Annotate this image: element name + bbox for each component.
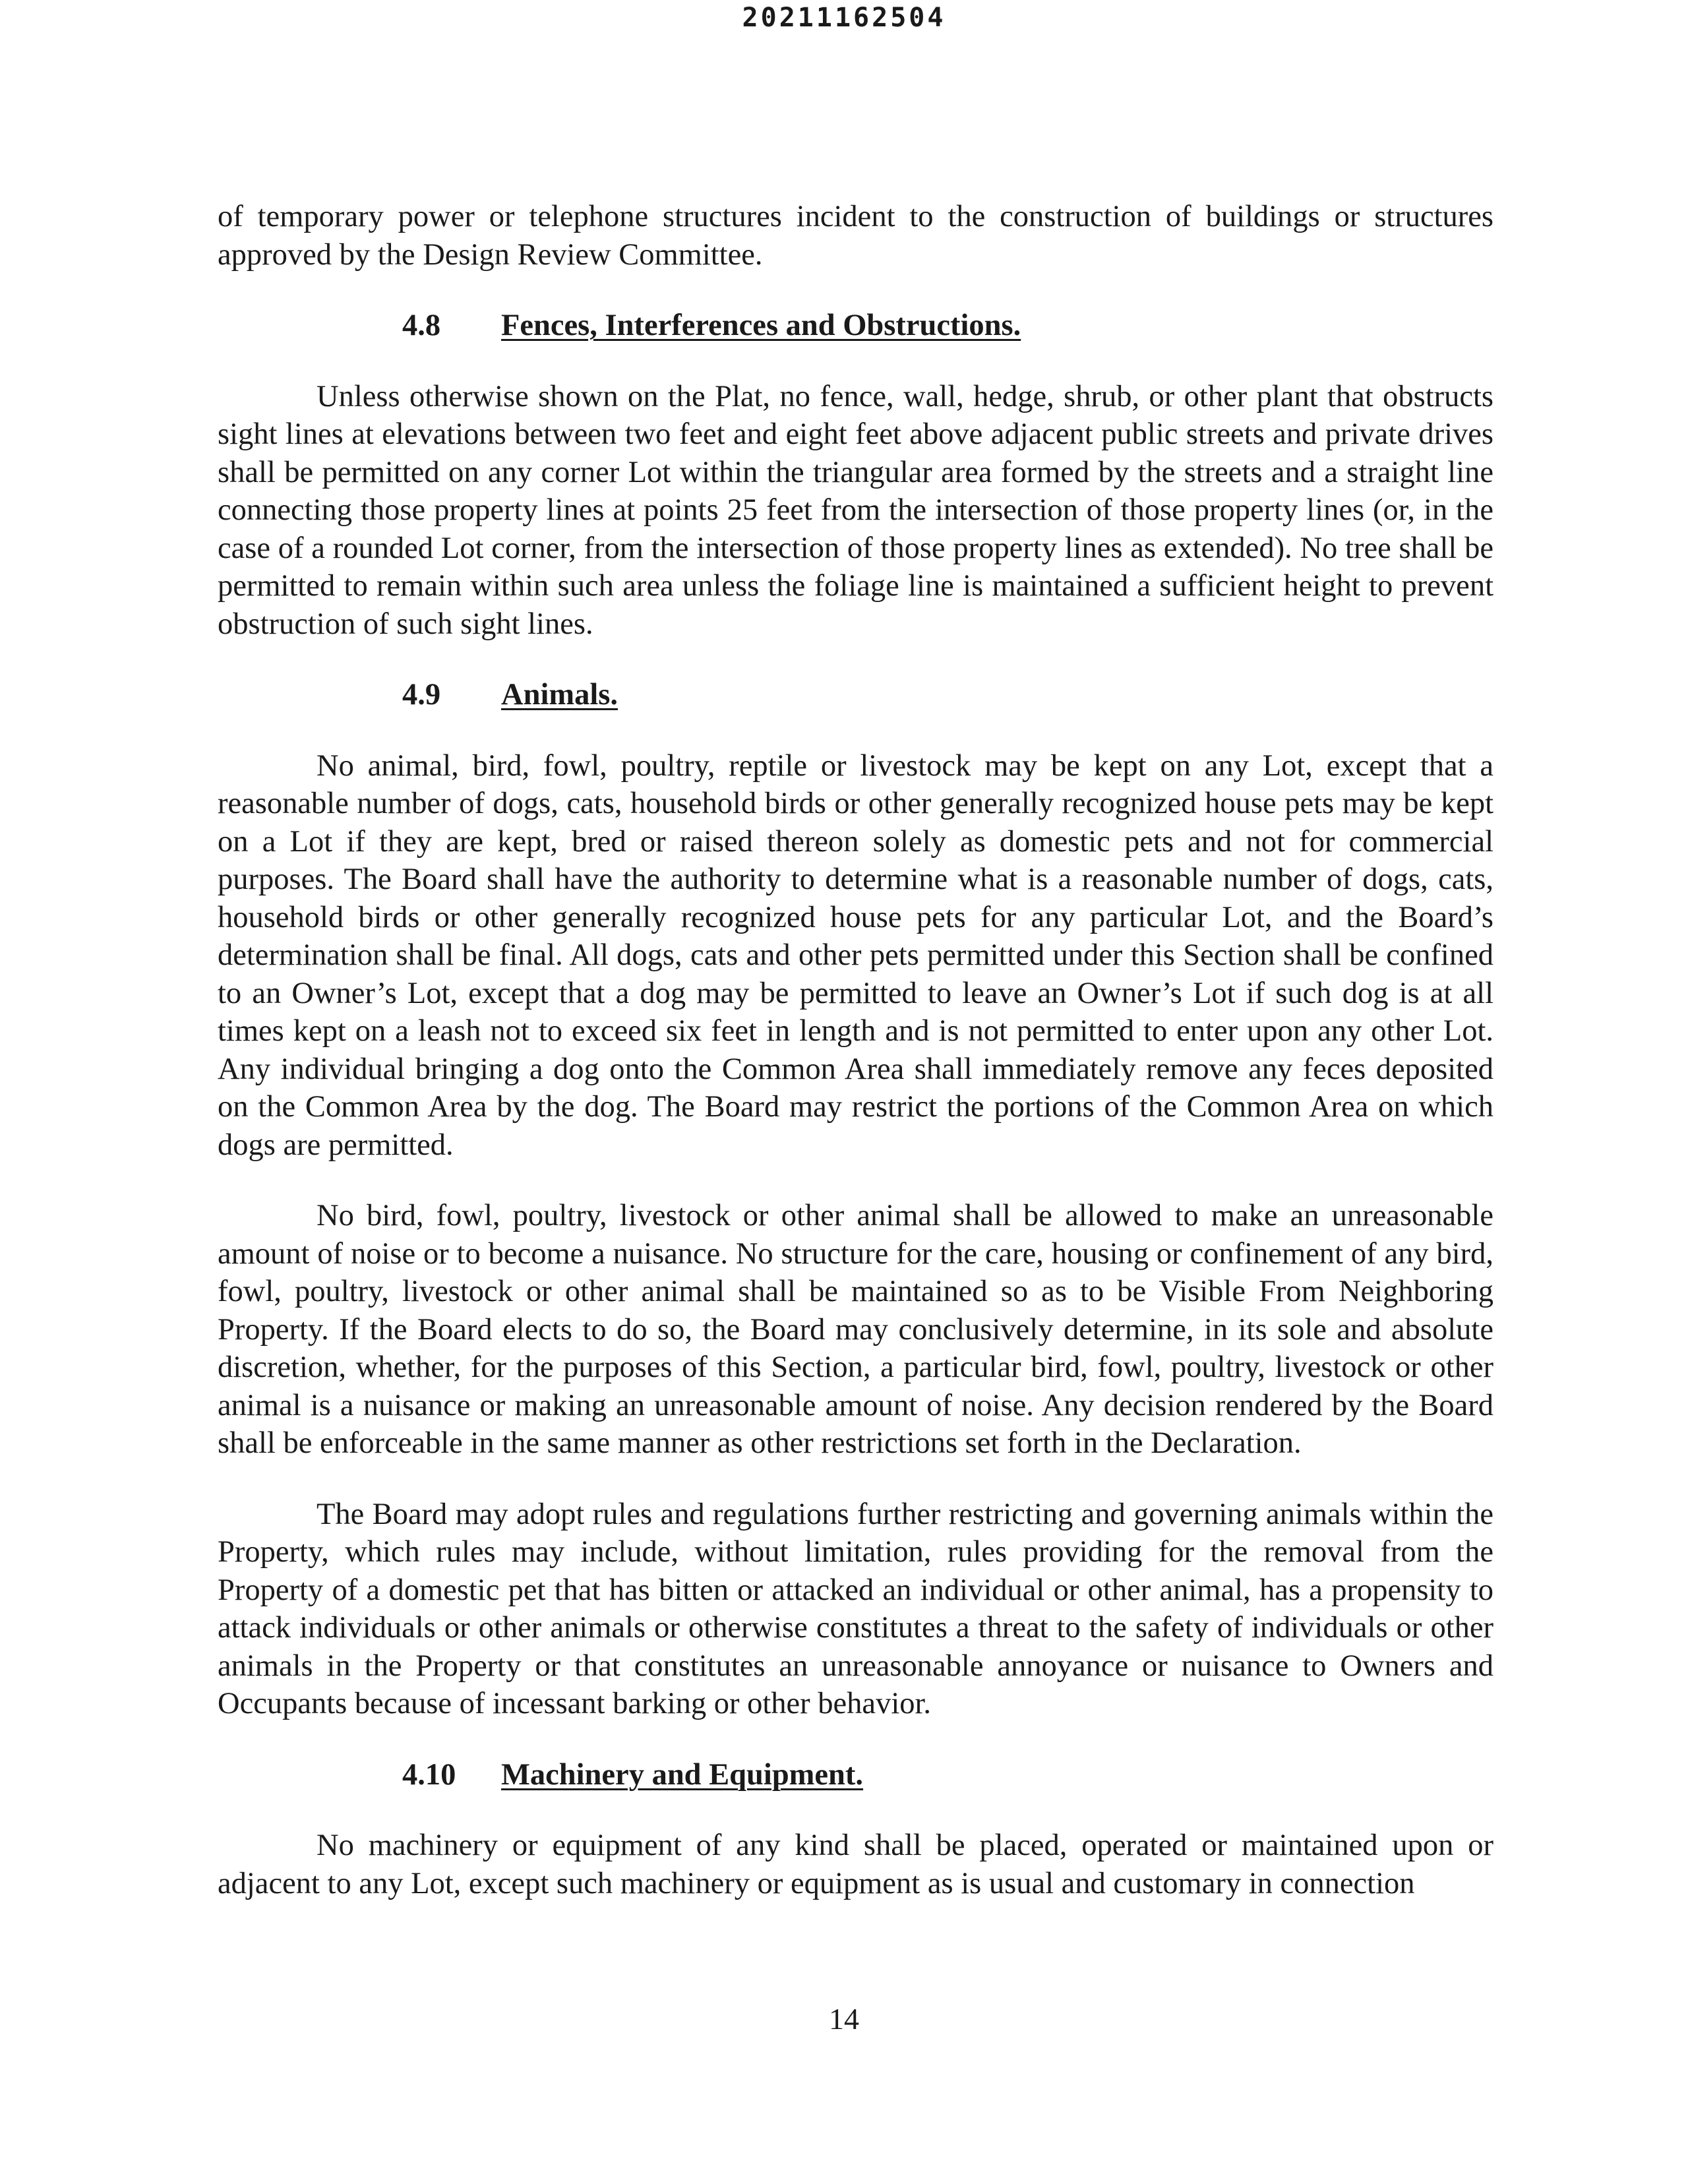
section-number: 4.8	[402, 309, 441, 342]
section-heading-4-10	[218, 1756, 1493, 1794]
section-heading-4-8	[218, 307, 1493, 345]
document-number: 20211162504	[742, 3, 946, 33]
paragraph: No animal, bird, fowl, poultry, reptile or livestock may be kept on any Lot, except that a reasonable number of dogs, cats, household birds or other generally recognized house pets may be kept on a Lot if they are kept, bred or raised thereon solely as domestic pets and not for commercial purposes. The Board shall have the authority to determine what is a reasonable number of dogs, cats, household birds or other generally recognized house pets for any particular Lot, and the Board’s determination shall be final. All dogs, cats and other pets permitted under this Section shall be confined to an Owner’s Lot, except that a dog may be permitted to leave an Owner’s Lot if such dog is at all times kept on a leash not to exceed six feet in length and is not permitted to enter upon any other Lot. Any individual bringing a dog onto the Common Area shall immediately remove any feces deposited on the Common Area by the dog. The Board may restrict the portions of the Common Area on which dogs are permitted.	[218, 748, 1493, 1162]
paragraph: No machinery or equipment of any kind shall be placed, operated or maintained upon or adjacent to any Lot, except such machinery or equipment as is usual and customary in connection	[218, 1829, 1493, 1900]
document-body	[218, 198, 1493, 1935]
paragraph: The Board may adopt rules and regulations further restricting and governing animals within the Property, which rules may include, without limitation, rules providing for the removal from the Property of a domestic pet that has bitten or attacked an individual or other animal, has a propensity to attack individuals or other animals or otherwise constitutes a threat to the safety of individuals or other animals in the Property or that constitutes an unreasonable annoyance or nuisance to Owners and Occupants because of incessant barking or other behavior.	[218, 1497, 1493, 1720]
section-number: 4.10	[402, 1757, 456, 1792]
intro-paragraph: of temporary power or telephone structures incident to the construction of buildings or structures approved by the Design Review Committee.	[218, 200, 1493, 272]
paragraph: No bird, fowl, poultry, livestock or other animal shall be allowed to make an unreasonable amount of noise or to become a nuisance. No structure for the care, housing or confinement of any bird, fowl, poultry, livestock or other animal shall be maintained so as to be Visible From Neighboring Property. If the Board elects to do so, the Board may conclusively determine, in its sole and absolute discretion, whether, for the purposes of this Section, a particular bird, fowl, poultry, livestock or other animal is a nuisance or making an unreasonable amount of noise. Any decision rendered by the Board shall be enforceable in the same manner as other restrictions set forth in the Declaration.	[218, 1199, 1493, 1460]
paragraph: Unless otherwise shown on the Plat, no fence, wall, hedge, shrub, or other plant that obstructs sight lines at elevations between two feet and eight feet above adjacent public streets and private drives shall be permitted on any corner Lot within the triangular area formed by the streets and a straight line connecting those property lines at points 25 feet from the intersection of those property lines (or, in the case of a rounded Lot corner, from the intersection of those property lines as extended). No tree shall be permitted to remain within such area unless the foliage line is maintained a sufficient height to prevent obstruction of such sight lines.	[218, 379, 1493, 641]
section-title: Machinery and Equipment.	[501, 1757, 864, 1792]
section-title: Animals.	[501, 678, 618, 712]
section-heading-4-9	[218, 676, 1493, 714]
page-number: 14	[829, 2002, 859, 2036]
section-number: 4.9	[402, 678, 441, 712]
section-title: Fences, Interferences and Obstructions.	[501, 309, 1021, 342]
